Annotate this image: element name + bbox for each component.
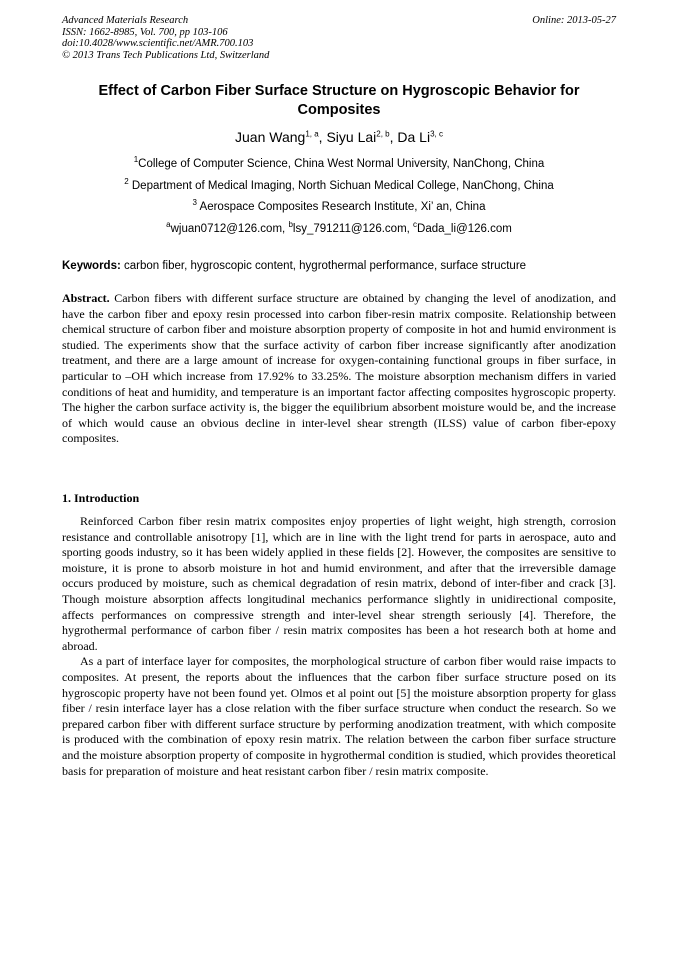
author-superscript: 2, b — [376, 129, 390, 139]
email-superscript: a — [166, 220, 171, 230]
abstract — [62, 291, 616, 447]
abstract-text: Carbon fibers with different surface structure are obtained by changing the level of anodization, and have the carbon fiber and epoxy resin processed into carbon fiber-resin matrix composite. Relationship between chemical structure of carbon fiber and moisture absorption property of composite in hot and humid environment is studied. The experiments show that the surface activity of carbon fiber increase significantly after anodization treatment, and there are a large amount of increase for oxygen-containing functional groups in fiber surface, in particular to –OH which increase from 17.92% to 33.25%. The moisture absorption mechanism differs in varied conditions of heat and humidity, and temperature is an important factor affecting composites hygroscopic property. The higher the carbon surface activity is, the bigger the equilibrium absorbent moisture would be, and the increase of which would cause an obvious decline in inter-level shear strength (ILSS) value of carbon fiber-epoxy composites. — [62, 291, 616, 446]
intro-paragraph: Reinforced Carbon fiber resin matrix composites enjoy properties of light weight, high strength, corrosion resistance and controllable anisotropy [1], which are in line with the light trend for parts in aerospace, auto and sporting goods industry, so it has been widely applied in these fields [2]. However, the composites are sensitive to moisture, it is prone to absorb moisture in hot and humid environment, and after that the irreversible damage occurs produced by moisture, such as chemical degradation of resin matrix, debond of inter-fiber and crack [3]. Though moisture absorption affects longitudinal mechanics performance slightly in unidirectional composite, affects performances on compressive strength and inter-level shear strength seriously [4]. Therefore, the hygrothermal performance of carbon fiber / resin matrix composites has been a hot research both at home and abroad. — [62, 514, 616, 653]
issn-line: ISSN: 1662-8985, Vol. 700, pp 103-106 — [62, 26, 228, 38]
author-name: Da Li — [397, 129, 431, 145]
email-address: lsy_791211@126.com, — [292, 223, 414, 235]
email-superscript: b — [288, 220, 293, 230]
abstract-label: Abstract. — [62, 291, 110, 305]
affiliation-text: Department of Medical Imaging, North Sichuan Medical College, NanChong, China — [128, 180, 554, 192]
author-name: Juan Wang — [235, 129, 306, 145]
author-list — [62, 128, 616, 146]
intro-paragraph: As a part of interface layer for composites, the morphological structure of carbon fiber would raise impacts to composites. At present, the reports about the influences that the carbon fiber surface structure posed on its hygroscopic property have not been found yet. Olmos et al point out [5] the moisture absorption property for glass fiber / resin interface layer has a close relation with the fiber surface structure when conduct the research. So we prepared carbon fiber with different surface structure by performing anodization treatment, with which composite is produced with the combination of epoxy resin matrix. The relation between the carbon fiber surface structure and the moisture absorption property of composite in hygrothermal condition is studied, which provides theoretical basis for preparation of moisture and heat resistant carbon fiber / resin matrix composite. — [62, 654, 616, 778]
journal-name: Advanced Materials Research — [62, 15, 189, 26]
affiliation-1 — [62, 157, 616, 171]
email-address: wjuan0712@126.com, — [170, 223, 289, 235]
keywords-label: Keywords: — [62, 260, 121, 272]
author-name: Siyu Lai — [326, 129, 377, 145]
section-heading: 1. Introduction — [62, 491, 140, 505]
introduction-body — [62, 514, 616, 779]
affiliation-superscript: 1 — [133, 155, 139, 165]
keywords-text: carbon fiber, hygroscopic content, hygrothermal performance, surface structure — [120, 260, 527, 272]
affiliation-text: Aerospace Composites Research Institute, Xi’ an, China — [196, 201, 486, 213]
journal-header — [62, 15, 269, 61]
online-date: Online: 2013-05-27 — [532, 15, 616, 26]
email-address: Dada_li@126.com — [417, 223, 512, 235]
doi-line: doi:10.4028/www.scientific.net/AMR.700.103 — [62, 38, 254, 49]
affiliation-superscript: 3 — [192, 198, 197, 208]
affiliation-text: College of Computer Science, China West Normal University, NanChong, China — [138, 158, 545, 170]
affiliation-superscript: 2 — [124, 177, 129, 187]
author-separator: , — [318, 129, 327, 145]
keywords — [62, 259, 616, 273]
paper-title: Effect of Carbon Fiber Surface Structure on Hygroscopic Behavior for Composites — [98, 83, 580, 118]
email-superscript: c — [413, 220, 418, 230]
author-superscript: 1, a — [305, 129, 319, 139]
author-superscript: 3, c — [430, 129, 443, 139]
author-separator: , — [389, 129, 398, 145]
affiliation-3 — [62, 200, 616, 214]
affiliation-2 — [62, 179, 616, 193]
copyright-line: © 2013 Trans Tech Publications Ltd, Switzerland — [62, 49, 270, 61]
email-list — [62, 222, 616, 236]
